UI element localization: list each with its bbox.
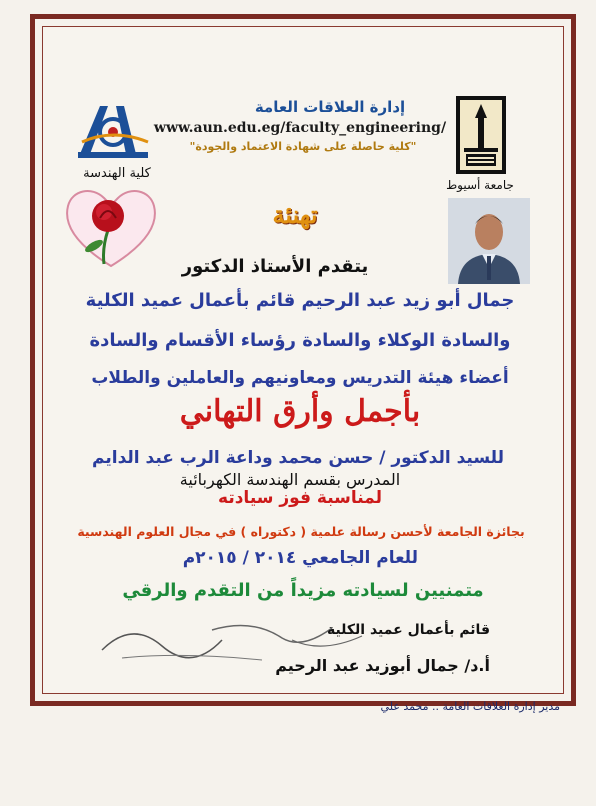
department-title: إدارة العلاقات العامة [254,98,406,116]
portrait-photo [448,198,530,284]
faculty-url: www.aun.edu.eg/faculty_engineering/ [153,120,447,136]
greetings-heading: بأجمل وأرق التهاني [179,394,421,429]
engineering-faculty-logo [70,102,156,162]
occasion-line: لمناسبة فوز سيادته [218,488,382,508]
rose-heart-image [62,184,160,270]
recipient-position: المدرس بقسم الهندسة الكهربائية [179,470,401,489]
signatory-name: أ.د/ جمال أبوزيد عبد الرحيم [275,656,490,675]
university-logo [456,96,506,174]
footer-note: مدير إدارة العلاقات العامة .. محمد علي [380,700,560,713]
staff-line: أعضاء هيئة التدريس ومعاونيهم والعاملين والطلاب [91,368,509,388]
recipient-line: للسيد الدكتور / حسن محمد وداعة الرب عبد الدايم [92,448,504,468]
congratulations-title: تهنئة [272,200,318,229]
signatory-role: قائم بأعمال عميد الكلية [326,622,490,638]
dean-line: جمال أبو زيد عبد الرحيم قائم بأعمال عميد الكلية [85,290,515,311]
academic-year: للعام الجامعي ٢٠١٤ / ٢٠١٥م [182,548,418,568]
university-label: جامعة أسيوط [446,178,514,192]
award-line: بجائزة الجامعة لأحسن رسالة علمية ( دكتوراه ) في مجال العلوم الهندسية [77,524,525,539]
wishes-line: متمنيين لسيادته مزيداً من التقدم والرقي [122,580,484,601]
accreditation-note: "كلية حاصلة على شهادة الاعتماد والجودة" [189,140,417,153]
vice-deans-line: والسادة الوكلاء والسادة رؤساء الأقسام والسادة [89,330,511,351]
faculty-label: كلية الهندسة [83,166,151,181]
intro-line: يتقدم الأستاذ الدكتور [181,256,369,277]
